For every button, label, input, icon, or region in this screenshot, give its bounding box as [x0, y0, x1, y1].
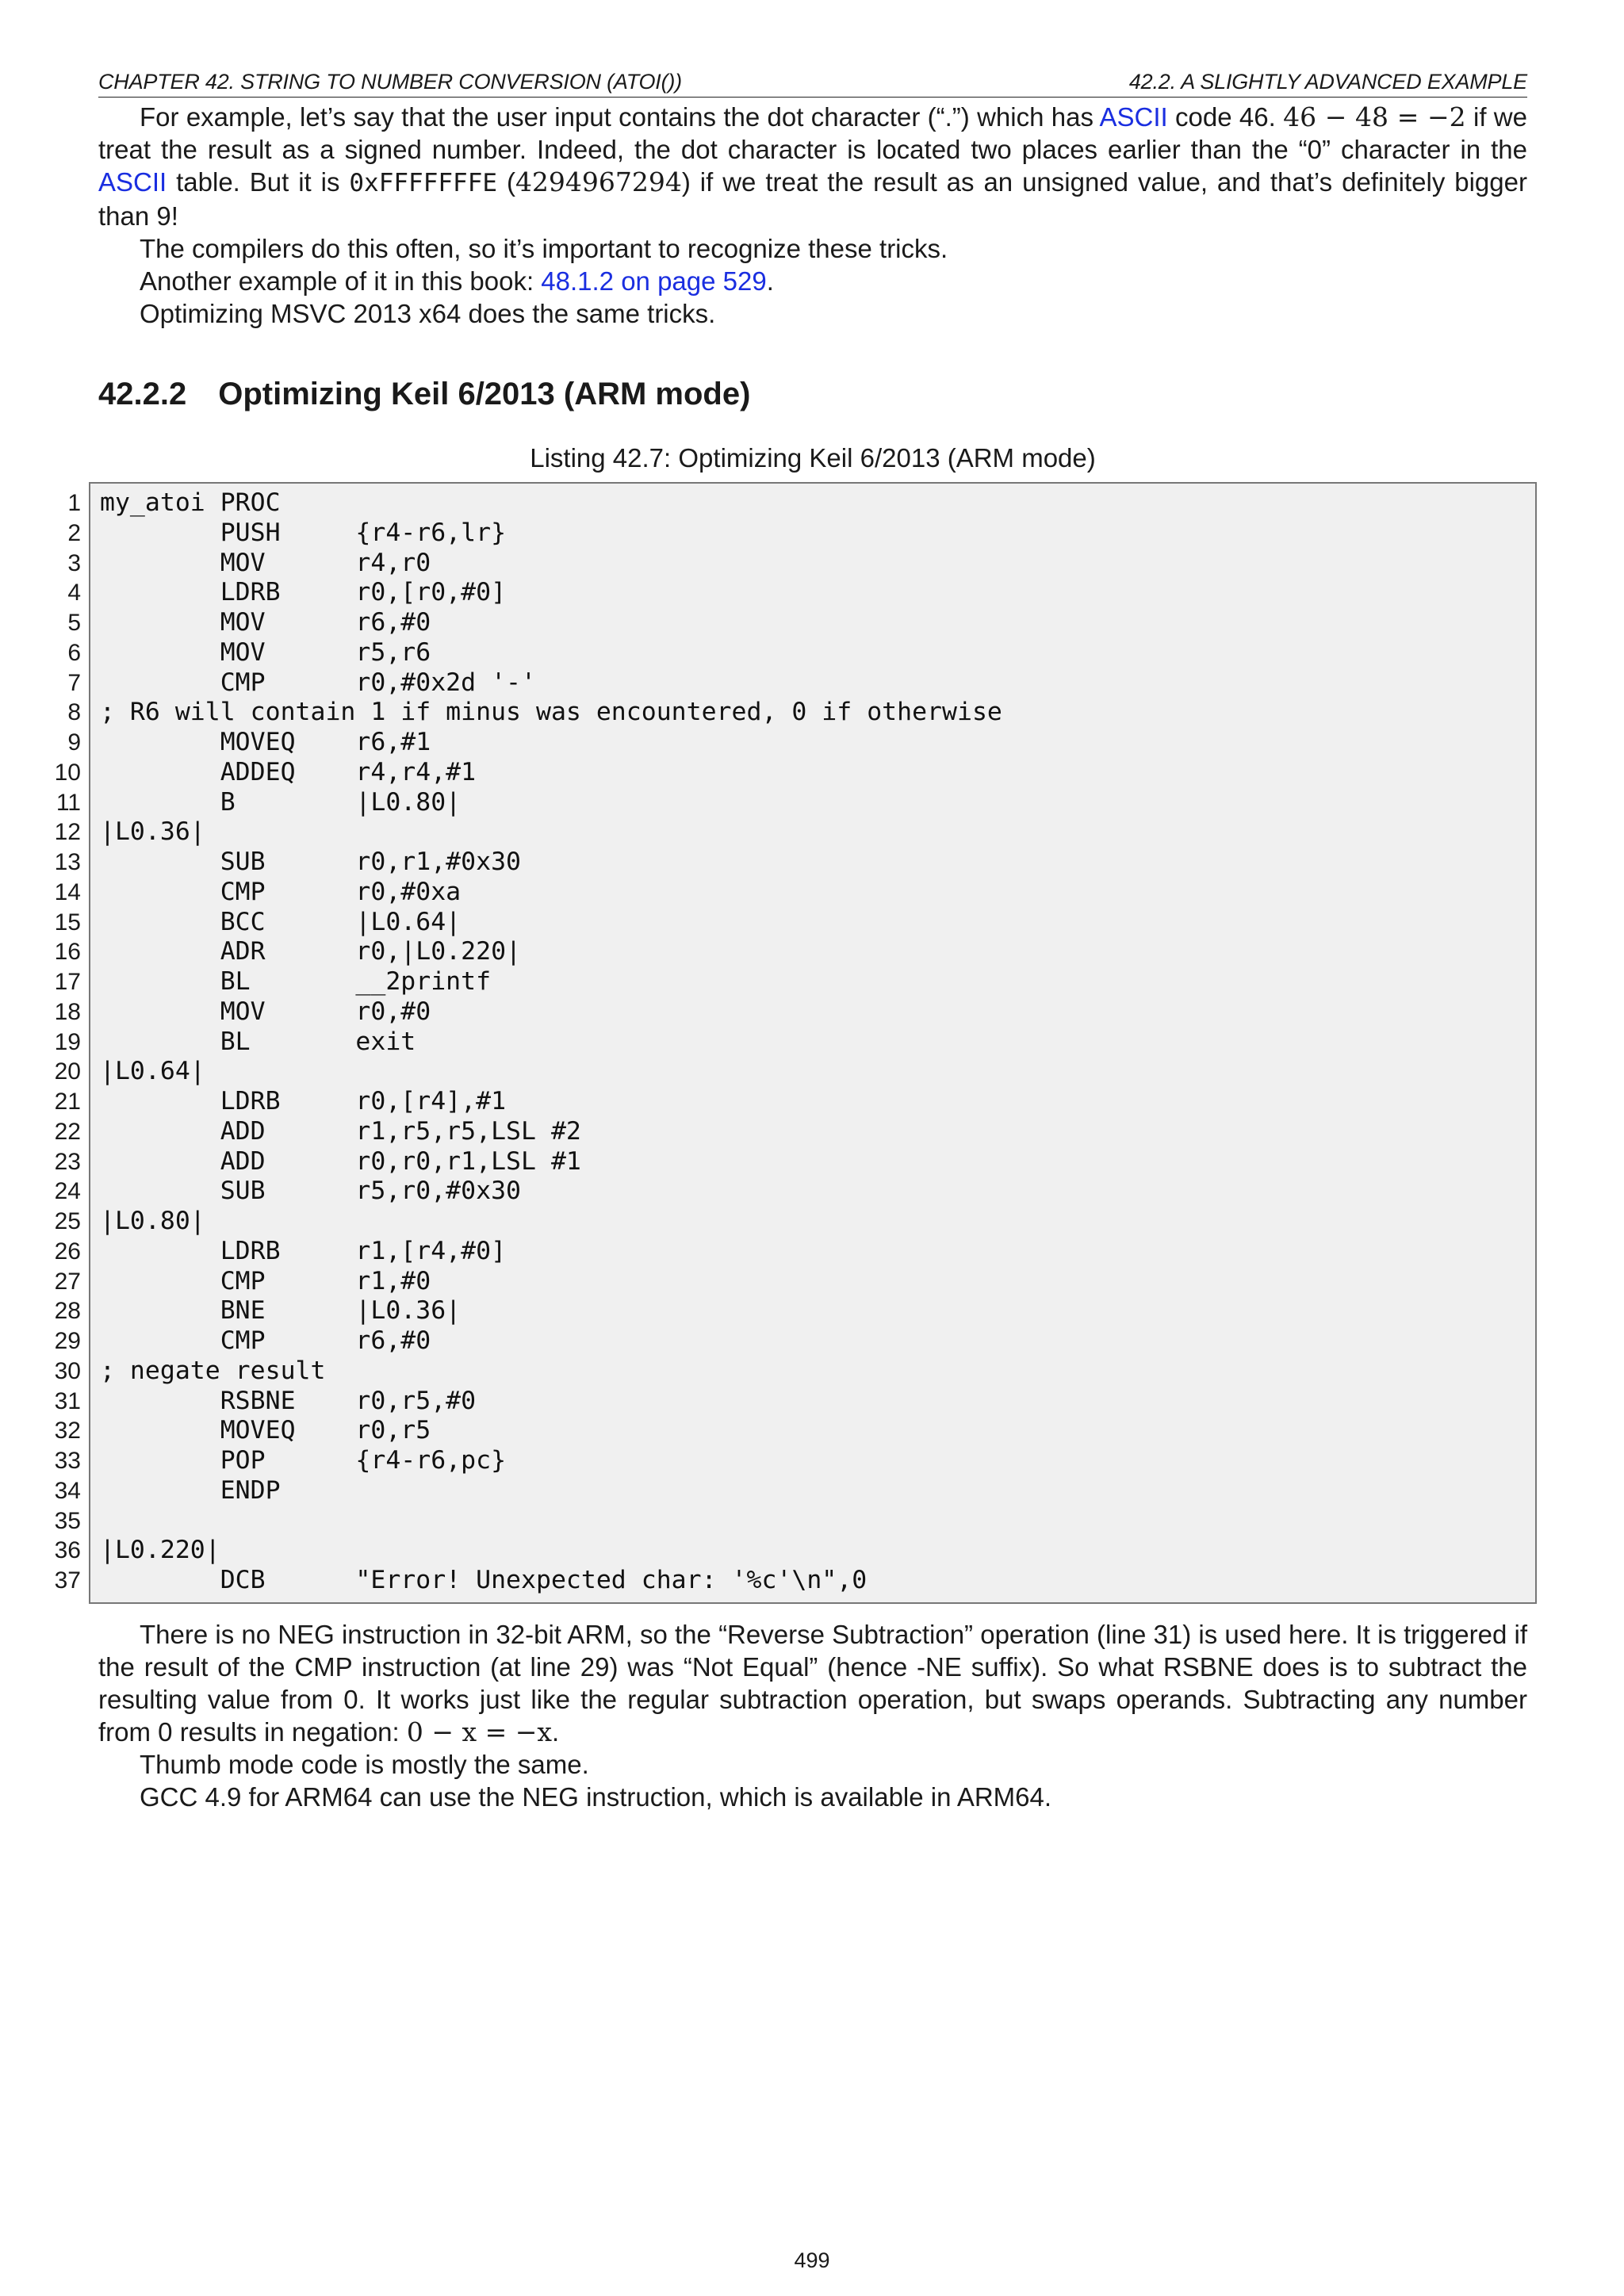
code-line [67, 698, 1535, 728]
code-block [54, 482, 1537, 1604]
line-number: 22 [54, 1118, 81, 1145]
code-text: LDRB r1,[r4,#0] [100, 1236, 507, 1265]
code-line [54, 1326, 1535, 1357]
code-line [54, 997, 1535, 1027]
code-line [54, 1087, 1535, 1117]
code-text: MOV r4,r0 [100, 548, 431, 577]
code-line [54, 1446, 1535, 1476]
page-number: 499 [794, 2248, 830, 2272]
math-text: 46 − 48 = −2 [1283, 101, 1466, 132]
code-line [54, 1536, 1535, 1566]
line-number: 37 [54, 1567, 81, 1594]
code-text: B |L0.80| [100, 787, 462, 817]
outro-paragraph-1 [98, 1618, 1527, 1748]
code-text: |L0.220| [100, 1536, 220, 1565]
code-line [54, 1386, 1535, 1417]
code-line [54, 1296, 1535, 1326]
text-run: For example, let’s say that the user input contains the dot character (“.”) which has [140, 102, 1100, 132]
code-text: MOVEQ r0,r5 [100, 1416, 431, 1445]
code-text: ; R6 will contain 1 if minus was encountered, 0 if otherwise [100, 698, 1002, 727]
code-text: BCC |L0.64| [100, 907, 462, 936]
code-text: DCB "Error! Unexpected char: '%c'\n",0 [100, 1566, 868, 1594]
code-text: PUSH {r4-r6,lr} [100, 518, 507, 547]
line-number: 6 [67, 639, 81, 666]
code-text: MOV r6,#0 [100, 608, 431, 637]
math-expression [1283, 101, 1466, 132]
ascii-link-2[interactable]: ASCII [98, 167, 167, 197]
code-line [67, 578, 1535, 608]
outro-text [98, 1618, 1527, 1813]
code-line [67, 488, 1535, 519]
line-number: 35 [54, 1507, 81, 1534]
intro-text [98, 101, 1527, 330]
intro-paragraph-1 [98, 101, 1527, 232]
code-line [67, 637, 1535, 668]
cross-reference-link[interactable]: 48.1.2 on page 529 [541, 266, 767, 296]
code-line [54, 877, 1535, 908]
line-number: 23 [54, 1148, 81, 1175]
code-line [67, 608, 1535, 638]
code-text: |L0.36| [100, 817, 205, 847]
text-run: table. But it is [167, 167, 350, 197]
line-number: 34 [54, 1477, 81, 1504]
code-line [54, 1236, 1535, 1267]
code-text: ; negate result [100, 1356, 326, 1385]
code-listing [54, 482, 1527, 1604]
line-number: 29 [54, 1328, 81, 1354]
header-section: 42.2. A SLIGHTLY ADVANCED EXAMPLE [1128, 70, 1527, 94]
code-text: CMP r1,#0 [100, 1266, 431, 1295]
line-number: 18 [54, 998, 81, 1025]
text-run: ( [497, 167, 515, 197]
line-number: 26 [54, 1238, 81, 1265]
intro-paragraph-4: Optimizing MSVC 2013 x64 does the same tricks. [140, 299, 716, 328]
hex-constant: 0xFFFFFFFE [349, 169, 498, 197]
code-line [54, 1116, 1535, 1147]
code-text: CMP r6,#0 [100, 1326, 431, 1355]
code-text: ADD r1,r5,r5,LSL #2 [100, 1116, 581, 1146]
math-number: 4294967294 [515, 166, 682, 197]
line-number: 15 [54, 909, 81, 936]
code-line [54, 1207, 1535, 1237]
line-number: 33 [54, 1448, 81, 1474]
code-line [54, 1356, 1535, 1387]
line-number: 25 [54, 1208, 81, 1234]
code-text: |L0.64| [100, 1057, 205, 1086]
section-heading [98, 374, 1527, 414]
line-number: 14 [54, 878, 81, 905]
intro-paragraph-3 [98, 265, 1527, 297]
line-number: 32 [54, 1418, 81, 1445]
code-text: BL __2printf [100, 967, 492, 996]
code-text: MOV r0,#0 [100, 997, 431, 1026]
code-line [54, 907, 1535, 938]
section-title: Optimizing Keil 6/2013 (ARM mode) [218, 377, 751, 411]
line-number: 27 [54, 1268, 81, 1295]
code-line [56, 787, 1535, 818]
code-text: SUB r0,r1,#0x30 [100, 848, 522, 876]
code-text: ADR r0,|L0.220| [100, 937, 522, 966]
code-line [54, 817, 1535, 848]
code-text: CMP r0,#0xa [100, 877, 462, 906]
line-number: 3 [67, 549, 81, 576]
line-number: 8 [67, 699, 81, 726]
code-text: MOVEQ r6,#1 [100, 728, 431, 756]
line-number: 19 [54, 1028, 81, 1055]
code-line [54, 1475, 1535, 1506]
code-line [54, 967, 1535, 997]
code-line [54, 1146, 1535, 1177]
line-number: 28 [54, 1298, 81, 1325]
code-line [54, 1566, 1535, 1596]
code-line [67, 668, 1535, 698]
code-line [67, 518, 1535, 549]
code-text: MOV r5,r6 [100, 637, 431, 667]
code-line [54, 1177, 1535, 1207]
code-text: POP {r4-r6,pc} [100, 1446, 507, 1475]
outro-paragraph-2: Thumb mode code is mostly the same. [140, 1749, 589, 1779]
text-run: if we treat the result as a signed number. Indeed, the dot character is located two places earlier than the “0” character in the [98, 102, 1527, 164]
code-line [54, 937, 1535, 967]
line-number: 11 [56, 789, 81, 816]
line-number: 10 [54, 759, 81, 786]
text-run: Another example of it in this book: [140, 266, 542, 296]
line-number: 36 [54, 1537, 81, 1564]
line-number: 1 [67, 490, 81, 516]
code-line [54, 1266, 1535, 1297]
text-run: . [766, 266, 774, 296]
code-line [54, 1057, 1535, 1087]
code-text: LDRB r0,[r0,#0] [100, 578, 507, 607]
line-number: 17 [54, 969, 81, 995]
text-run: There is no NEG instruction in 32-bit ARM, so the “Reverse Subtraction” operation (line 31) is used here. It is triggered if the result of the CMP instruction (at line 29) was “Not Equal” (hence -NE suffix). So what RSBNE does is to subtract the resulting value from 0. It works just like the regular subtraction operation, but swaps operands. Subtracting any number from 0 results in negation: [98, 1619, 1527, 1747]
line-number: 20 [54, 1058, 81, 1085]
code-text: LDRB r0,[r4],#1 [100, 1087, 507, 1115]
line-number: 30 [54, 1357, 81, 1384]
code-text: BNE |L0.36| [100, 1296, 462, 1326]
line-number: 7 [67, 669, 81, 696]
code-line [54, 848, 1535, 878]
line-number: 13 [54, 849, 81, 875]
line-number: 9 [67, 729, 81, 756]
line-number: 21 [54, 1089, 81, 1115]
line-number: 16 [54, 939, 81, 966]
line-number: 4 [67, 580, 81, 607]
listing-caption: Listing 42.7: Optimizing Keil 6/2013 (ARM mode) [530, 443, 1096, 473]
line-number: 2 [67, 519, 81, 546]
section-number: 42.2.2 [98, 377, 187, 411]
line-number: 31 [54, 1387, 81, 1414]
code-text: ADD r0,r0,r1,LSL #1 [100, 1146, 581, 1176]
code-text: my_atoi PROC [100, 488, 281, 517]
math-expression: 0 − x = −x [406, 1716, 553, 1747]
code-text: ADDEQ r4,r4,#1 [100, 757, 477, 786]
text-run: code 46. [1167, 102, 1284, 132]
code-text: ENDP [100, 1475, 281, 1505]
code-text: CMP r0,#0x2d '-' [100, 668, 536, 697]
intro-paragraph-2: The compilers do this often, so it’s important to recognize these tricks. [140, 234, 948, 263]
code-line [54, 1506, 1535, 1536]
line-number: 24 [54, 1178, 81, 1205]
code-line [67, 548, 1535, 579]
text-run: ) if we treat the result as an unsigned value, and that’s definitely bigger than 9! [98, 167, 1527, 231]
outro-paragraph-3: GCC 4.9 for ARM64 can use the NEG instruction, which is available in ARM64. [140, 1781, 1052, 1812]
code-line [54, 1027, 1535, 1058]
code-line [67, 728, 1535, 758]
code-text: SUB r5,r0,#0x30 [100, 1177, 522, 1206]
code-line [54, 1416, 1535, 1446]
code-text: BL exit [100, 1027, 416, 1056]
ascii-link-1[interactable]: ASCII [1099, 102, 1168, 132]
text-run: . [552, 1716, 560, 1747]
line-number: 5 [67, 610, 81, 636]
page [54, 68, 1527, 1813]
code-line [54, 757, 1535, 788]
running-header [98, 68, 1527, 98]
line-number: 12 [54, 819, 81, 846]
code-text: |L0.80| [100, 1207, 205, 1235]
code-text: RSBNE r0,r5,#0 [100, 1386, 477, 1415]
header-chapter: CHAPTER 42. STRING TO NUMBER CONVERSION (ATOI()) [98, 70, 682, 94]
